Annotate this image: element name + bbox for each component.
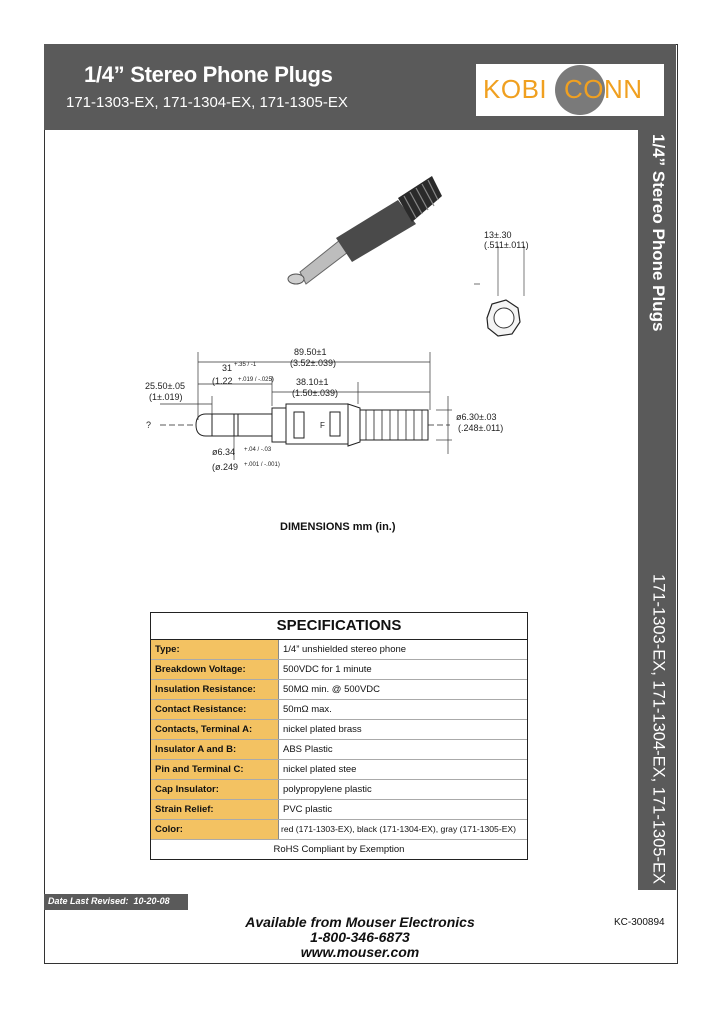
date-value: 10-20-08 (133, 896, 170, 906)
terminal-f-label: F (320, 421, 325, 430)
dim-634-tol-label: +.04 / -.03 (244, 447, 272, 453)
spec-label: Color: (151, 820, 279, 839)
dim-3810-label: 38.10±1 (296, 377, 329, 387)
spec-row (151, 640, 527, 660)
spec-row (151, 740, 527, 760)
dim-31-in-label: (1.22 (212, 376, 233, 386)
spec-row (151, 720, 527, 740)
dim-2550-label: 25.50±.05 (145, 381, 185, 391)
spec-row (151, 780, 527, 800)
spec-label: Breakdown Voltage: (151, 660, 279, 679)
spec-row (151, 800, 527, 820)
spec-row (151, 660, 527, 680)
spec-value: 50MΩ min. @ 500VDC (283, 684, 380, 695)
dim-634-label: ø6.34 (212, 447, 236, 457)
spec-value: 50mΩ max. (283, 704, 332, 715)
spec-label: Insulator A and B: (151, 740, 279, 759)
dim-634-in-tol-label: +.001 / -.001) (244, 462, 280, 468)
question-mark-label: ? (146, 420, 152, 430)
dim-8950-in-label: (3.52±.039) (290, 358, 336, 368)
dimensions-caption: DIMENSIONS mm (in.) (280, 521, 396, 533)
date-revised-text (48, 896, 170, 906)
date-revised-box (44, 894, 188, 910)
spec-value: red (171-1303-EX), black (171-1304-EX), gray (171-1305-EX) (281, 824, 517, 834)
dim-3810-in-label: (1.50±.039) (292, 388, 338, 398)
dim-31-in-tol-label: +.019 / -.025) (238, 377, 274, 383)
availability-line: Available from Mouser Electronics (245, 914, 475, 930)
spec-label: Contacts, Terminal A: (151, 720, 279, 739)
spec-value: ABS Plastic (283, 744, 333, 755)
spec-label: Pin and Terminal C: (151, 760, 279, 779)
spec-row (151, 760, 527, 780)
website-link[interactable]: www.mouser.com (300, 944, 420, 960)
rohs-note: RoHS Compliant by Exemption (273, 844, 405, 855)
logo-kobi-text: KOBI (483, 74, 548, 104)
spec-row (151, 680, 527, 700)
spec-value: 1/4” unshielded stereo phone (283, 644, 407, 655)
plug-photo (288, 176, 442, 284)
dim-630-in-label: (.248±.011) (458, 423, 504, 433)
spec-label: Strain Relief: (151, 800, 279, 819)
dim-31-label: 31 (222, 363, 233, 373)
spec-label: Contact Resistance: (151, 700, 279, 719)
document-number: KC-300894 (614, 917, 665, 928)
side-view (160, 404, 450, 446)
phone-number: 1-800-346-6873 (310, 929, 410, 945)
part-numbers: 171-1303-EX, 171-1304-EX, 171-1305-EX (66, 94, 348, 111)
spec-value: polypropylene plastic (283, 784, 372, 795)
spec-label: Cap Insulator: (151, 780, 279, 799)
spec-label: Type: (151, 640, 279, 659)
dim-634-in-label: (ø.249 (212, 462, 239, 472)
specifications-table (150, 612, 528, 860)
end-view (474, 246, 524, 336)
spec-label: Insulation Resistance: (151, 680, 279, 699)
dim-630-label: ø6.30±.03 (456, 412, 497, 422)
side-part-numbers: 171-1303-EX, 171-1304-EX, 171-1305-EX (649, 574, 668, 885)
spec-value: 500VDC for 1 minute (283, 664, 372, 675)
date-label: Date Last Revised: (48, 896, 129, 906)
dim-2550-in-label: (1±.019) (149, 392, 183, 402)
specifications-title: SPECIFICATIONS (151, 613, 527, 640)
spec-row (151, 820, 527, 840)
dim-13-label: 13±.30 (484, 230, 512, 240)
availability-block (244, 915, 476, 960)
logo-conn-text: CONN (564, 74, 643, 104)
spec-value: nickel plated brass (283, 724, 362, 735)
page-title: 1/4” Stereo Phone Plugs (84, 62, 333, 87)
dim-31-tol-label: +.35 / -1 (234, 362, 257, 368)
side-title: 1/4” Stereo Phone Plugs (649, 134, 668, 332)
spec-value: nickel plated stee (283, 764, 357, 775)
spec-value: PVC plastic (283, 804, 333, 815)
dim-8950-label: 89.50±1 (294, 347, 327, 357)
spec-row (151, 700, 527, 720)
dim-13-in-label: (.511±.011) (484, 240, 529, 250)
